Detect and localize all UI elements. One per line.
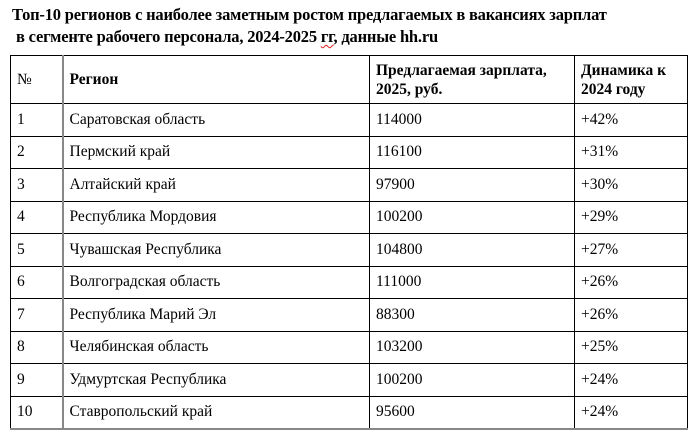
spellcheck-flagged-word[interactable]: гг (320, 27, 334, 46)
title-line-2 (12, 26, 700, 48)
header-number: № (11, 56, 63, 104)
cell-dynamics: +26% (575, 266, 688, 299)
cell-dynamics: +25% (575, 331, 688, 364)
cell-salary: 100200 (370, 364, 575, 397)
cell-salary: 95600 (370, 396, 575, 429)
document-title (12, 4, 700, 48)
cell-region: Ставропольский край (63, 396, 370, 429)
cell-region: Республика Мордовия (63, 201, 370, 234)
regions-salary-table (10, 55, 688, 430)
cell-dynamics: +26% (575, 299, 688, 332)
cell-salary: 103200 (370, 331, 575, 364)
cell-number: 10 (11, 396, 63, 429)
table-row (11, 299, 688, 332)
title-line-2-part-a: в сегменте рабочего персонала, 2024-2025 (16, 27, 321, 46)
cell-region: Республика Марий Эл (63, 299, 370, 332)
cell-dynamics: +27% (575, 234, 688, 267)
cell-salary: 97900 (370, 169, 575, 202)
cell-dynamics: +31% (575, 136, 688, 169)
cell-salary: 116100 (370, 136, 575, 169)
cell-salary: 111000 (370, 266, 575, 299)
header-salary: Предлагаемая зарплата, 2025, руб. (370, 56, 575, 104)
cell-dynamics: +29% (575, 201, 688, 234)
cell-region: Саратовская область (63, 104, 370, 137)
cell-number: 5 (11, 234, 63, 267)
table-row (11, 396, 688, 429)
cell-dynamics: +24% (575, 364, 688, 397)
cell-number: 3 (11, 169, 63, 202)
title-line-2-part-b: , данные hh.ru (333, 27, 438, 46)
cell-salary: 88300 (370, 299, 575, 332)
cell-region: Чувашская Республика (63, 234, 370, 267)
cell-number: 9 (11, 364, 63, 397)
cell-number: 2 (11, 136, 63, 169)
cell-number: 6 (11, 266, 63, 299)
cell-dynamics: +24% (575, 396, 688, 429)
cell-region: Алтайский край (63, 169, 370, 202)
table-row (11, 104, 688, 137)
table-row (11, 266, 688, 299)
cell-salary: 114000 (370, 104, 575, 137)
cell-salary: 100200 (370, 201, 575, 234)
header-dynamics: Динамика к 2024 году (575, 56, 688, 104)
table-row (11, 136, 688, 169)
cell-region: Волгоградская область (63, 266, 370, 299)
header-region: Регион (63, 56, 370, 104)
cell-region: Челябинская область (63, 331, 370, 364)
table-row (11, 234, 688, 267)
cell-salary: 104800 (370, 234, 575, 267)
cell-number: 8 (11, 331, 63, 364)
cell-region: Пермский край (63, 136, 370, 169)
table-header-row (11, 56, 688, 104)
title-line-1: Топ-10 регионов с наиболее заметным ростом предлагаемых в вакансиях зарплат (12, 5, 607, 24)
cell-region: Удмуртская Республика (63, 364, 370, 397)
table-row (11, 364, 688, 397)
cell-dynamics: +30% (575, 169, 688, 202)
table-row (11, 201, 688, 234)
cell-number: 1 (11, 104, 63, 137)
cell-number: 7 (11, 299, 63, 332)
cell-number: 4 (11, 201, 63, 234)
table-row (11, 331, 688, 364)
cell-dynamics: +42% (575, 104, 688, 137)
table-row (11, 169, 688, 202)
